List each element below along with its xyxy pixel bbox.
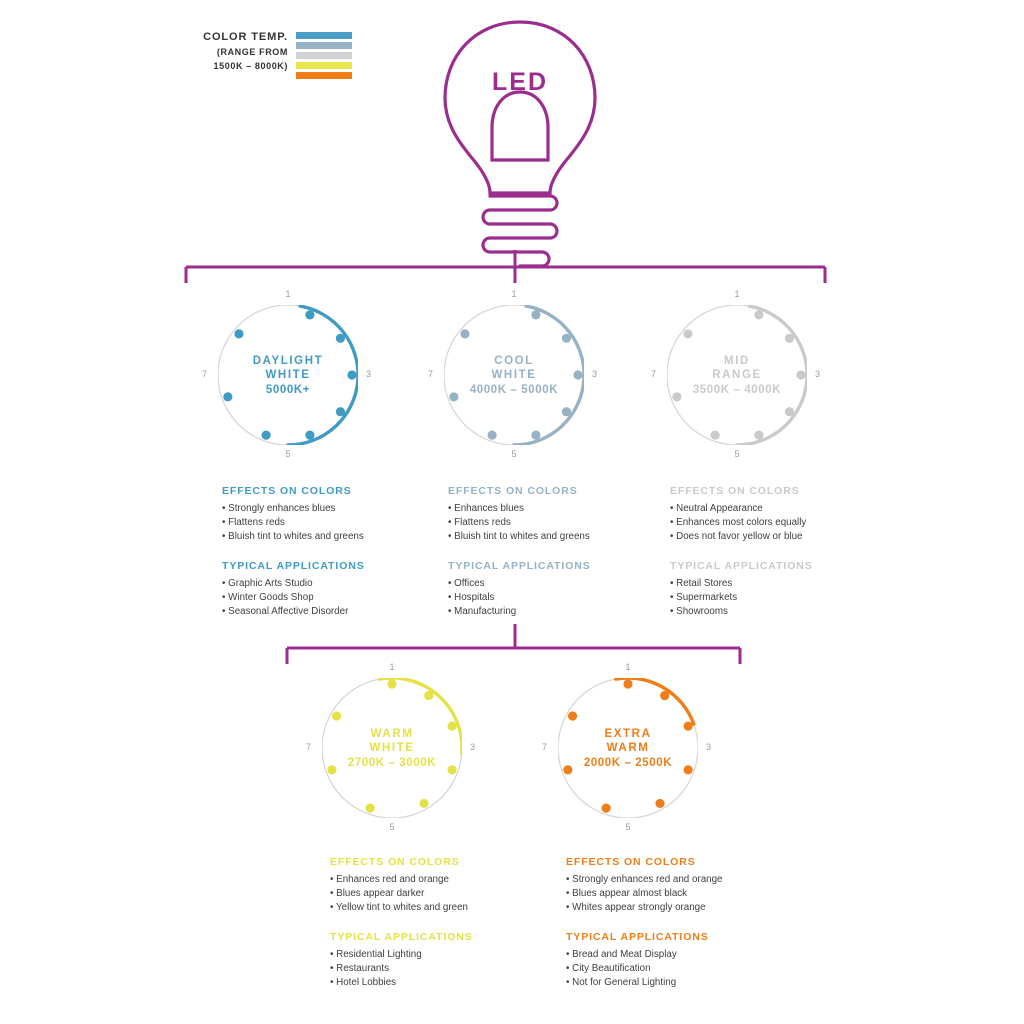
list-item: • Supermarkets	[670, 591, 845, 605]
effects-list	[670, 502, 845, 544]
dial-tick-3: 3	[592, 369, 598, 379]
dial-center-label-daylight-white	[218, 305, 358, 445]
dial-tick-7: 7	[651, 369, 657, 379]
effects-heading: EFFECTS ON COLORS	[670, 485, 800, 497]
info-extra-warm	[566, 856, 741, 990]
info-warm-white	[330, 856, 505, 990]
applications-heading: TYPICAL APPLICATIONS	[222, 560, 365, 572]
list-item: • Does not favor yellow or blue	[670, 530, 845, 544]
dial-name-line: WARM	[606, 742, 650, 754]
list-item: • Strongly enhances blues	[222, 502, 397, 516]
dial-name-line: RANGE	[712, 369, 762, 381]
info-cool-white	[448, 485, 623, 619]
effects-block-extra-warm	[566, 856, 741, 915]
bulb-icon	[420, 10, 620, 275]
applications-block-warm-white	[330, 931, 505, 990]
effects-heading: EFFECTS ON COLORS	[566, 856, 696, 868]
dial-center-label-warm-white	[322, 678, 462, 818]
dial-warm-white	[306, 662, 476, 832]
list-item: • Bluish tint to whites and greens	[222, 530, 397, 544]
dial-tick-3: 3	[366, 369, 372, 379]
applications-list	[330, 948, 505, 990]
list-item: • Blues appear darker	[330, 887, 505, 901]
dial-name-line: WHITE	[491, 369, 537, 381]
list-item: • Seasonal Affective Disorder	[222, 605, 397, 619]
dial-tick-5: 5	[734, 449, 740, 459]
applications-heading: TYPICAL APPLICATIONS	[566, 931, 709, 943]
list-item: • Flattens reds	[222, 516, 397, 530]
applications-heading: TYPICAL APPLICATIONS	[670, 560, 813, 572]
dial-tick-3: 3	[706, 742, 712, 752]
daylight-white-swatch	[296, 32, 352, 39]
effects-heading: EFFECTS ON COLORS	[222, 485, 352, 497]
led-bulb-illustration	[420, 10, 620, 275]
list-item: • Strongly enhances red and orange	[566, 873, 741, 887]
list-item: • Enhances blues	[448, 502, 623, 516]
dial-name-line: COOL	[494, 355, 534, 367]
list-item: • Neutral Appearance	[670, 502, 845, 516]
info-daylight-white	[222, 485, 397, 619]
dial-name-line: WHITE	[265, 369, 311, 381]
dial-mid-range	[651, 289, 821, 459]
applications-heading: TYPICAL APPLICATIONS	[448, 560, 591, 572]
dial-name-line: WARM	[370, 728, 414, 740]
effects-block-daylight-white	[222, 485, 397, 544]
effects-list	[566, 873, 741, 915]
dial-daylight-white	[202, 289, 372, 459]
dial-kelvin-mid-range: 3500K – 4000K	[692, 384, 782, 396]
dial-kelvin-daylight-white: 5000K+	[265, 384, 311, 396]
applications-list	[448, 577, 623, 619]
legend-title: COLOR TEMP.	[203, 31, 288, 43]
dial-tick-5: 5	[389, 822, 395, 832]
effects-block-cool-white	[448, 485, 623, 544]
dial-center-label-cool-white	[444, 305, 584, 445]
info-mid-range	[670, 485, 845, 619]
extra-warm-swatch	[296, 72, 352, 79]
dial-extra-warm	[542, 662, 712, 832]
led-label: LED	[492, 68, 548, 96]
dial-tick-7: 7	[428, 369, 434, 379]
applications-block-mid-range	[670, 560, 845, 619]
mid-range-swatch	[296, 52, 352, 59]
dial-name-line: DAYLIGHT	[252, 355, 324, 367]
dial-center-label-mid-range	[667, 305, 807, 445]
list-item: • Bluish tint to whites and greens	[448, 530, 623, 544]
dial-tick-1: 1	[285, 289, 291, 299]
effects-list	[222, 502, 397, 544]
list-item: • Manufacturing	[448, 605, 623, 619]
warm-white-swatch	[296, 62, 352, 69]
dial-center-label-extra-warm	[558, 678, 698, 818]
dial-cool-white	[428, 289, 598, 459]
effects-list	[330, 873, 505, 915]
applications-block-daylight-white	[222, 560, 397, 619]
list-item: • Residential Lighting	[330, 948, 505, 962]
dial-tick-1: 1	[625, 662, 631, 672]
legend-subtitle-line1: (RANGE FROM	[216, 47, 288, 57]
dial-tick-7: 7	[202, 369, 208, 379]
dial-tick-7: 7	[306, 742, 312, 752]
dial-tick-7: 7	[542, 742, 548, 752]
list-item: • Enhances most colors equally	[670, 516, 845, 530]
dial-tick-5: 5	[285, 449, 291, 459]
list-item: • Yellow tint to whites and green	[330, 901, 505, 915]
applications-list	[222, 577, 397, 619]
dial-name-line: WHITE	[369, 742, 415, 754]
dial-kelvin-extra-warm: 2000K – 2500K	[583, 757, 673, 769]
list-item: • Hospitals	[448, 591, 623, 605]
effects-list	[448, 502, 623, 544]
dial-tick-1: 1	[511, 289, 517, 299]
applications-block-cool-white	[448, 560, 623, 619]
applications-list	[670, 577, 845, 619]
dial-kelvin-warm-white: 2700K – 3000K	[347, 757, 437, 769]
effects-heading: EFFECTS ON COLORS	[330, 856, 460, 868]
dial-name-line: MID	[724, 355, 750, 367]
dial-tick-1: 1	[734, 289, 740, 299]
effects-block-mid-range	[670, 485, 845, 544]
list-item: • Graphic Arts Studio	[222, 577, 397, 591]
list-item: • Hotel Lobbies	[330, 976, 505, 990]
list-item: • Not for General Lighting	[566, 976, 741, 990]
legend-swatches	[296, 30, 352, 79]
legend-text	[196, 30, 296, 72]
list-item: • Restaurants	[330, 962, 505, 976]
effects-block-warm-white	[330, 856, 505, 915]
dial-tick-3: 3	[815, 369, 821, 379]
list-item: • Retail Stores	[670, 577, 845, 591]
applications-list	[566, 948, 741, 990]
dial-tick-5: 5	[625, 822, 631, 832]
list-item: • Whites appear strongly orange	[566, 901, 741, 915]
legend-subtitle-line2: 1500K – 8000K)	[213, 61, 288, 71]
color-temp-legend	[196, 30, 356, 79]
list-item: • Enhances red and orange	[330, 873, 505, 887]
dial-tick-1: 1	[389, 662, 395, 672]
list-item: • Offices	[448, 577, 623, 591]
dial-name-line: EXTRA	[604, 728, 652, 740]
dial-kelvin-cool-white: 4000K – 5000K	[469, 384, 559, 396]
list-item: • Flattens reds	[448, 516, 623, 530]
cool-white-swatch	[296, 42, 352, 49]
applications-block-extra-warm	[566, 931, 741, 990]
list-item: • Bread and Meat Display	[566, 948, 741, 962]
list-item: • Winter Goods Shop	[222, 591, 397, 605]
dial-tick-5: 5	[511, 449, 517, 459]
effects-heading: EFFECTS ON COLORS	[448, 485, 578, 497]
list-item: • Showrooms	[670, 605, 845, 619]
applications-heading: TYPICAL APPLICATIONS	[330, 931, 473, 943]
dial-tick-3: 3	[470, 742, 476, 752]
list-item: • City Beautification	[566, 962, 741, 976]
list-item: • Blues appear almost black	[566, 887, 741, 901]
